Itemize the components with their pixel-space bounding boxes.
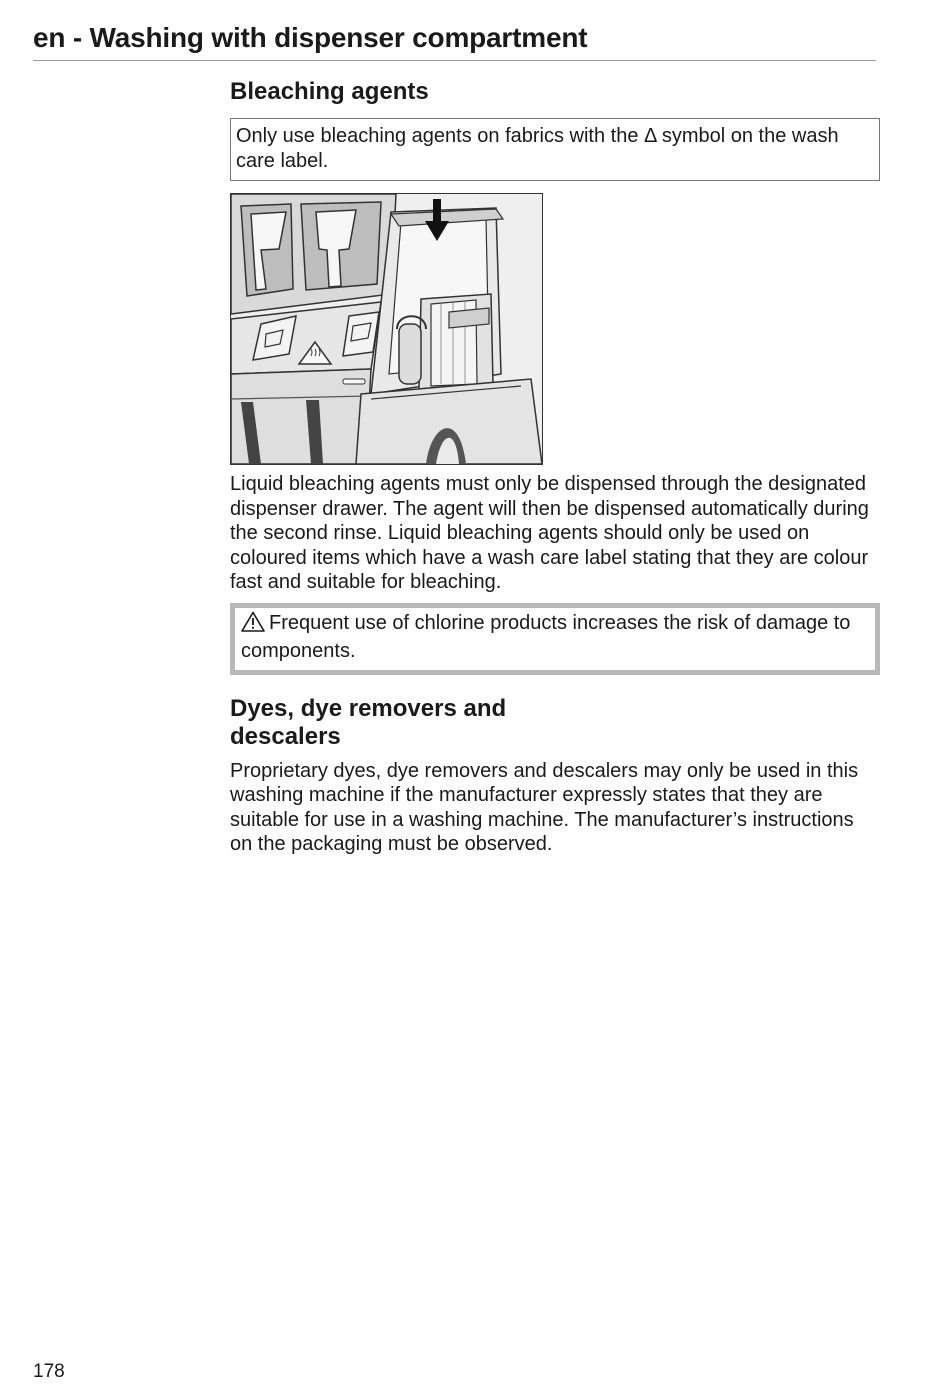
page-number: 178 (33, 1361, 65, 1382)
paragraph-liquid-bleaching: Liquid bleaching agents must only be dispensed through the designated dispenser drawer. The agent will then be dispensed automatically during the second rinse. Liquid bleaching agents should only be used on coloured items which have a wash care label stating that they are colour fast and suitable for bleaching. (230, 473, 869, 593)
warning-triangle-icon (241, 611, 265, 639)
note-text: Only use bleaching agents on fabrics with the Δ symbol on the wash care label. (236, 125, 839, 172)
section-heading-dyes: Dyes, dye removers and descalers (230, 694, 507, 750)
warning-box (230, 603, 880, 675)
paragraph-dyes: Proprietary dyes, dye removers and descalers may only be used in this washing machine if the manufacturer expressly states that they are suitable for use in a washing machine. The manufacturer’s instructions on the packaging must be observed. (230, 759, 859, 855)
main-content (230, 78, 880, 857)
warning-text: Frequent use of chlorine products increases the risk of damage to components. (241, 611, 851, 662)
page-title: en - Washing with dispenser compartment (33, 22, 588, 53)
section-heading-bleaching-agents: Bleaching agents (230, 78, 429, 105)
dispenser-drawer-illustration (230, 193, 543, 465)
note-box (230, 118, 880, 181)
page-header (33, 20, 876, 61)
